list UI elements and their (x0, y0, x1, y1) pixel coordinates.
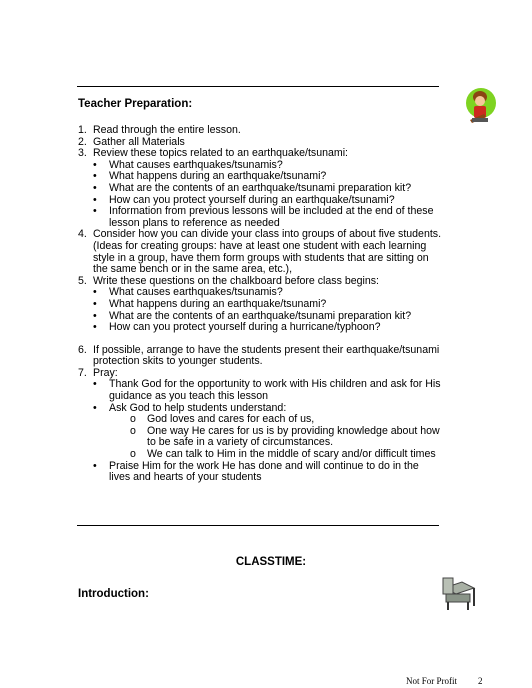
bottom-rule (77, 525, 439, 526)
footer-text: Not For Profit (406, 676, 458, 686)
step-text: Review these topics related to an earthquake/tsunami: (93, 147, 348, 160)
teacher-clipart-icon (458, 86, 500, 130)
step-text-line: If possible, arrange to have the students present their earthquake/tsunami (93, 343, 440, 356)
review-topic-text: What are the contents of an earthquake/tsunami preparation kit? (109, 181, 412, 194)
introduction-heading: Introduction: (78, 588, 149, 600)
chalkboard-question-item (78, 322, 448, 334)
step-text: Pray: (93, 366, 118, 379)
understand-line: God loves and cares for each of us, (147, 413, 315, 426)
understand-line: One way He cares for us is by providing knowledge about how (147, 424, 440, 437)
bullet: • (93, 158, 97, 171)
step-number: 6. (78, 343, 87, 356)
step-6-continuation (78, 356, 448, 368)
step-text: Read through the entire lesson. (93, 124, 241, 136)
review-extra-line: Information from previous lessons will be included at the end of these (109, 205, 434, 218)
bullet: • (93, 378, 97, 391)
step-number: 7. (78, 366, 87, 379)
step-number: 2. (78, 135, 87, 148)
bullet: • (93, 459, 97, 472)
bullet: • (93, 170, 97, 183)
chalkboard-question-text: How can you protect yourself during a hurricane/typhoon? (109, 321, 381, 334)
sub-bullet: o (130, 413, 136, 426)
page-number: 2 (478, 676, 483, 686)
chalkboard-question-text: What are the contents of an earthquake/tsunami preparation kit? (109, 309, 412, 322)
bullet: • (93, 297, 97, 310)
step-text-line: style in a group, have them form groups with students that are sitting on (93, 251, 429, 264)
review-topic-text: How can you protect yourself during an earthquake/tsunami? (109, 193, 395, 206)
classtime-heading: CLASSTIME: (235, 556, 307, 568)
review-extra-line: lesson plans to reference as needed (109, 216, 280, 229)
bullet: • (93, 401, 97, 414)
teacher-preparation-list (78, 125, 448, 484)
step-number: 1. (78, 124, 87, 136)
step-text: Write these questions on the chalkboard before class begins: (93, 274, 380, 287)
top-rule (77, 86, 439, 87)
step-text-line: (Ideas for creating groups: have at least one student with each learning (93, 239, 427, 252)
prayer-line: Thank God for the opportunity to work with His children and ask for His (109, 378, 441, 391)
step-number: 5. (78, 274, 87, 287)
understand-line: We can talk to Him in the middle of scary and/or difficult times (147, 448, 436, 461)
bullet: • (93, 181, 97, 194)
step-text-line: the same bench or in the same area, etc.), (93, 263, 293, 276)
bullet: • (93, 193, 97, 206)
prayer-line: Praise Him for the work He has done and will continue to do in the (109, 459, 419, 472)
review-topic-text: What causes earthquakes/tsunamis? (109, 158, 283, 171)
bullet: • (93, 286, 97, 299)
chalkboard-question-text: What causes earthquakes/tsunamis? (109, 286, 283, 299)
understand-line: to be safe in a variety of circumstances. (147, 436, 334, 449)
bullet: • (93, 205, 97, 218)
step-text: Gather all Materials (93, 135, 185, 148)
prayer-line: Ask God to help students understand: (109, 401, 287, 414)
step-number: 4. (78, 228, 87, 241)
step-text-line: protection skits to younger students. (93, 355, 263, 368)
prayer-line: lives and hearts of your students (109, 471, 262, 484)
step-text-line: Consider how you can divide your class into groups of about five students. (93, 228, 442, 241)
review-topic-text: What happens during an earthquake/tsunami? (109, 170, 327, 183)
prayer-line: guidance as you teach this lesson (109, 390, 269, 403)
prayer-praise-continuation (78, 472, 448, 484)
sub-bullet: o (130, 424, 136, 437)
teacher-preparation-heading: Teacher Preparation: (78, 98, 193, 110)
bullet: • (93, 321, 97, 334)
school-desk-clipart-icon (440, 574, 480, 612)
chalkboard-question-text: What happens during an earthquake/tsunami? (109, 297, 327, 310)
step-number: 3. (78, 147, 87, 160)
sub-bullet: o (130, 448, 136, 461)
bullet: • (93, 309, 97, 322)
